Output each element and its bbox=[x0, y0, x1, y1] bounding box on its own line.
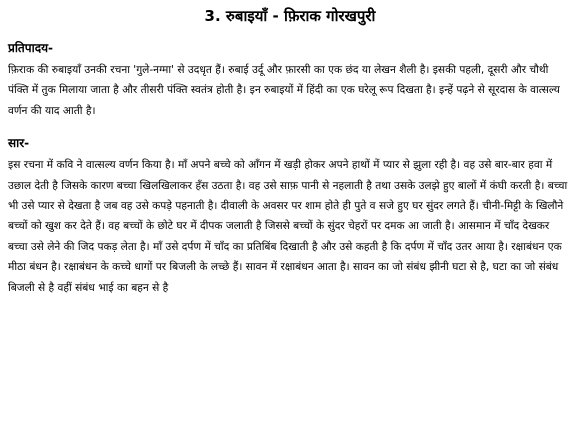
section-paragraph-intent: फ़िराक की रुबाइयाँ उनकी रचना 'गुले-नग्मा' से उदधृत हैं। रुबाई उर्दू और फ़ारसी का एक छंद या लेखन शैली है। इसकी पहली, दूसरी और चौथी पंक्ति में तुक मिलाया जाता है और तीसरी पंक्ति स्वतंत्र होती है। इन रुबाइयों में हिंदी का एक घरेलू रूप दिखता है। इन्हें पढ़ने से सूरदास के वात्सल्य वर्णन की याद आती है। bbox=[8, 64, 560, 117]
section-essence bbox=[8, 135, 572, 298]
section-heading-intent: प्रतिपादय- bbox=[8, 41, 54, 55]
section-paragraph-essence: इस रचना में कवि ने वात्सल्य वर्णन किया है। माँ अपने बच्चे को आँगन में खड़ी होकर अपने हाथों में प्यार से झुला रही है। वह उसे बार-बार हवा में उछाल देती है जिसके कारण बच्चा खिलखिलाकर हँस उठता है। वह उसे साफ़ पानी से नहलाती है तथा उसके उलझे हुए बालों में कंघी करती है। बच्चा भी उसे प्यार से देखता है जब वह उसे कपड़े पहनाती है। दीवाली के अवसर पर शाम होते ही पुते व सजे हुए घर सुंदर लगते हैं। चीनी-मिट्टी के खिलौने बच्चों को खुश कर देते हैं। वह बच्चों के छोटे घर में दीपक जलाती है जिससे बच्चों के सुंदर चेहरों पर दमक आ जाती है। आसमान में चाँद देखकर बच्चा उसे लेने की जिद पकड़ लेता है। माँ उसे दर्पण में चाँद का प्रतिबिंब दिखाती है और उसे कहती है कि दर्पण में चाँद उतर आया है। रक्षाबंधन एक मीठा बंधन है। रक्षाबंधन के कच्चे धागों पर बिजली के लच्छे हैं। सावन में रक्षाबंधन आता है। सावन का जो संबंध झीनी घटा से है, घटा का जो संबंध बिजली से है वहीं संबंध भाई का बहन से है bbox=[8, 159, 568, 294]
section-summary-intent bbox=[8, 40, 572, 121]
section-heading-essence: सार- bbox=[8, 136, 30, 151]
section-gap bbox=[8, 121, 572, 135]
page-title: 3. रुबाइयाँ - फ़िराक गोरखपुरी bbox=[204, 7, 376, 25]
